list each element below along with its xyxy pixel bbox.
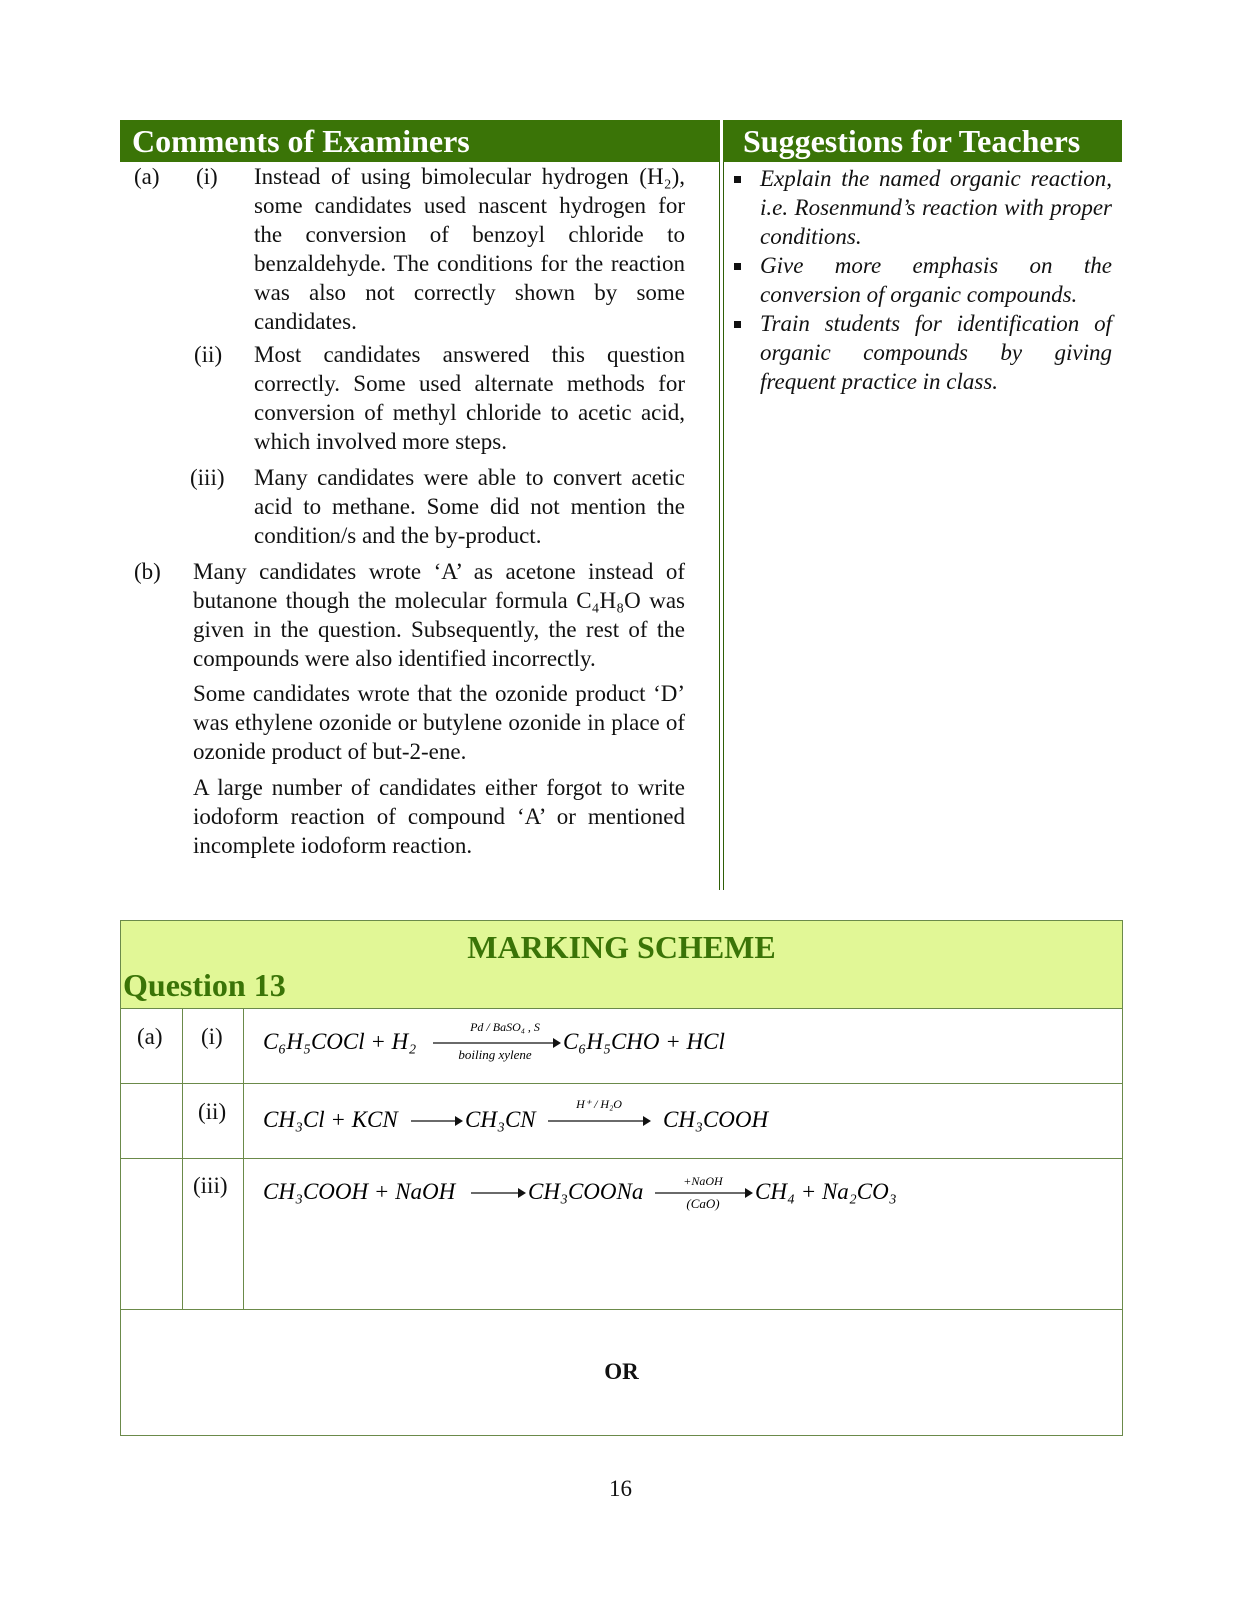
equation-intermediate: CH₃CN [465, 1107, 536, 1132]
suggestion-item: Explain the named organic reaction, i.e. Rosenmund’s reaction with proper conditions. [730, 164, 1112, 251]
suggestions-header [723, 120, 1122, 162]
marking-scheme-title: MARKING SCHEME [467, 929, 776, 965]
marking-scheme-header [121, 921, 1122, 1009]
row-ii-label: (ii) [198, 1099, 227, 1124]
reaction-condition: +NaOH [683, 1174, 723, 1188]
equation-reactants: CH₃Cl + KCN [263, 1107, 398, 1132]
row-i-label: (i) [201, 1024, 223, 1049]
item-a-ii-label: (ii) [194, 342, 223, 367]
marking-scheme-table [120, 920, 1123, 1436]
part-b-paragraph: Many candidates wrote ‘A’ as acetone instead of butanone though the molecular formula C₄H₈O was given in the question. Subsequently, the rest of the compounds were also identified incorrectly. [193, 559, 685, 671]
reaction-condition: boiling xylene [458, 1047, 532, 1062]
arrow-head-icon [455, 1116, 463, 1126]
arrow-head-icon [518, 1188, 526, 1198]
equation-products: CH₃COOH [663, 1107, 769, 1132]
arrow-head-icon [745, 1188, 753, 1198]
equation-iii [263, 1161, 963, 1211]
row-iii-label: (iii) [193, 1173, 228, 1198]
item-a-i-text: Instead of using bimolecular hydrogen (H₂), some candidates used nascent hydrogen for the conversion of benzoyl chloride to benzaldehyde. The conditions for the reaction was also not correctly shown by some candidates. [254, 164, 685, 334]
suggestion-item: Train students for identification of organic compounds by giving frequent practice in class. [730, 309, 1112, 396]
question-number: Question 13 [123, 967, 286, 1003]
part-b-paragraph: A large number of candidates either forgot to write iodoform reaction of compound ‘A’ or mentioned incomplete iodoform reaction. [193, 775, 685, 858]
equation-intermediate: CH₃COONa [528, 1179, 644, 1204]
part-a-label: (a) [137, 1024, 163, 1049]
square-bullet-icon [734, 321, 741, 328]
equation-i [263, 1017, 823, 1067]
equation-ii [263, 1089, 823, 1139]
arrow-head-icon [643, 1116, 651, 1126]
row-divider [121, 1158, 1122, 1159]
row-divider [121, 1309, 1122, 1310]
column-divider [182, 1009, 183, 1309]
comments-suggestions-table [120, 120, 1122, 890]
suggestion-item: Give more emphasis on the conversion of organic compounds. [730, 251, 1112, 309]
suggestions-list [730, 164, 1112, 396]
suggestions-heading: Suggestions for Teachers [743, 123, 1081, 159]
item-a-iii-text: Many candidates were able to convert acetic acid to methane. Some did not mention the condition/s and the by-product. [254, 465, 685, 548]
part-b-label: (b) [134, 559, 161, 584]
row-divider [121, 1083, 1122, 1084]
column-divider [243, 1009, 244, 1309]
item-a-ii-text: Most candidates answered this question correctly. Some used alternate methods for conversion of methyl chloride to acetic acid, which involved more steps. [254, 342, 685, 454]
reaction-condition: Pd / BaSO₄ , S [470, 1020, 540, 1034]
column-divider [719, 162, 720, 890]
reaction-condition: H⁺ / H₂O [576, 1097, 622, 1111]
page-number: 16 [609, 1476, 632, 1501]
or-separator: OR [604, 1359, 639, 1384]
equation-reactants: CH₃COOH + NaOH [263, 1179, 456, 1204]
reaction-condition: (CaO) [686, 1196, 720, 1211]
comments-header [120, 120, 720, 162]
comments-heading: Comments of Examiners [132, 123, 470, 159]
equation-reactants: C₆H₅COCl + H₂ [263, 1029, 417, 1054]
square-bullet-icon [734, 263, 741, 270]
equation-products: CH₄ + Na₂CO₃ [755, 1179, 897, 1204]
item-a-i-label: (i) [196, 164, 218, 189]
item-a-iii-label: (iii) [190, 465, 225, 490]
part-b-paragraph: Some candidates wrote that the ozonide product ‘D’ was ethylene ozonide or butylene ozonide in place of ozonide product of but-2-ene. [193, 681, 685, 764]
arrow-head-icon [553, 1038, 561, 1048]
column-divider [723, 162, 724, 890]
equation-products: C₆H₅CHO + HCl [563, 1029, 725, 1054]
square-bullet-icon [734, 176, 741, 183]
part-a-label: (a) [134, 164, 160, 189]
